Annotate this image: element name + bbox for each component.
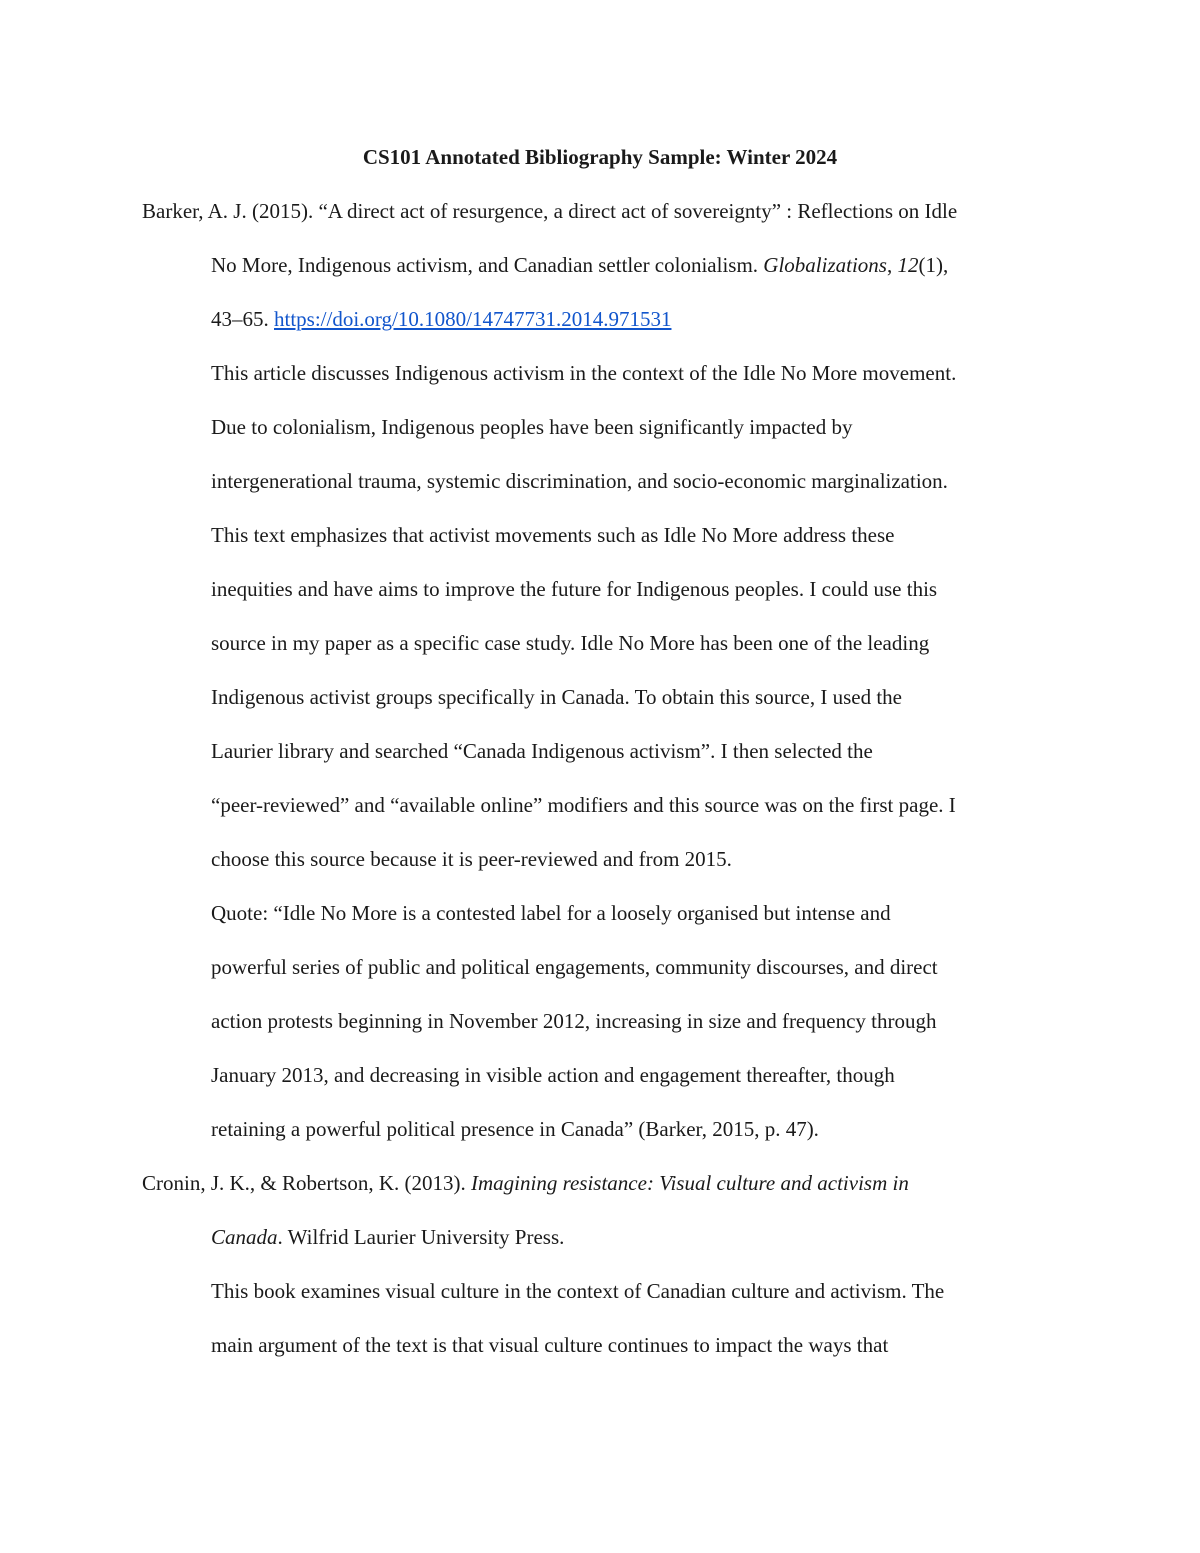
journal-title: Globalizations xyxy=(763,253,887,277)
annotation-line: source in my paper as a specific case study. Idle No More has been one of the leading xyxy=(211,631,930,655)
quote-line: powerful series of public and political engagements, community discourses, and direct xyxy=(211,955,938,979)
annotation-line: Due to colonialism, Indigenous peoples have been significantly impacted by xyxy=(211,415,853,439)
citation-cronin-line-1 xyxy=(142,1165,909,1201)
citation-cronin-line-2 xyxy=(211,1219,564,1255)
annotation-line: main argument of the text is that visual culture continues to impact the ways that xyxy=(211,1333,889,1357)
annotation-line: Indigenous activist groups specifically in Canada. To obtain this source, I used the xyxy=(211,685,902,709)
annotation-line: intergenerational trauma, systemic discrimination, and socio-economic marginalization. xyxy=(211,469,948,493)
citation-barker-line-1 xyxy=(142,193,957,229)
citation-text: Barker, A. J. (2015). “A direct act of resurgence, a direct act of sovereignty” : Reflections on Idle xyxy=(142,199,958,223)
annotation-line: “peer-reviewed” and “available online” modifiers and this source was on the first page. I xyxy=(211,793,956,817)
quote-line: retaining a powerful political presence in Canada” (Barker, 2015, p. 47). xyxy=(211,1117,819,1141)
citation-separator: , xyxy=(886,253,898,277)
doi-link[interactable]: https://doi.org/10.1080/14747731.2014.971531 xyxy=(274,307,672,331)
annotation-line: This article discusses Indigenous activism in the context of the Idle No More movement. xyxy=(211,361,957,385)
quote-line: Quote: “Idle No More is a contested label for a loosely organised but intense and xyxy=(211,901,891,925)
book-title: Imagining resistance: Visual culture and activism in xyxy=(471,1171,909,1195)
citation-barker-line-2 xyxy=(211,247,948,283)
quote-line: action protests beginning in November 2012, increasing in size and frequency through xyxy=(211,1009,937,1033)
citation-authors: Cronin, J. K., & Robertson, K. (2013). xyxy=(142,1171,471,1195)
annotation-line: Laurier library and searched “Canada Indigenous activism”. I then selected the xyxy=(211,739,873,763)
quote-line: January 2013, and decreasing in visible action and engagement thereafter, though xyxy=(211,1063,895,1087)
journal-issue: (1), xyxy=(918,253,949,277)
book-title: Canada xyxy=(211,1225,278,1249)
annotation-line: This text emphasizes that activist movements such as Idle No More address these xyxy=(211,523,895,547)
page-title: CS101 Annotated Bibliography Sample: Winter 2024 xyxy=(362,145,838,169)
book-publisher: . Wilfrid Laurier University Press. xyxy=(277,1225,565,1249)
citation-text: No More, Indigenous activism, and Canadian settler colonialism. xyxy=(211,253,764,277)
citation-barker-line-3 xyxy=(211,301,671,337)
journal-pages: 43–65. xyxy=(211,307,274,331)
annotation-line: inequities and have aims to improve the future for Indigenous peoples. I could use this xyxy=(211,577,938,601)
journal-volume: 12 xyxy=(897,253,919,277)
annotation-line: choose this source because it is peer-reviewed and from 2015. xyxy=(211,847,732,871)
annotation-line: This book examines visual culture in the context of Canadian culture and activism. The xyxy=(211,1279,945,1303)
